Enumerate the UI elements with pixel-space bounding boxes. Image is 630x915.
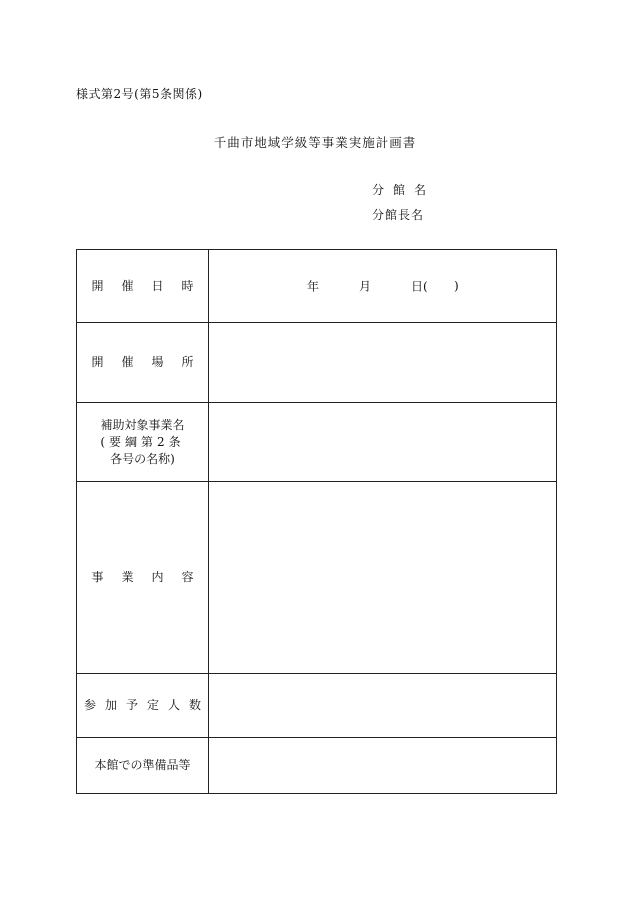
project-name-label-line-1: 補助対象事業名 bbox=[100, 417, 185, 432]
venue-field[interactable] bbox=[209, 323, 557, 403]
expected-participants-label: 参加予定人数 bbox=[83, 698, 210, 712]
main-hall-supplies-label: 本館での準備品等 bbox=[94, 758, 191, 772]
plan-table bbox=[76, 249, 557, 794]
label-cell bbox=[77, 674, 209, 738]
expected-participants-field[interactable] bbox=[209, 674, 557, 738]
project-content-label: 事業内容 bbox=[91, 570, 212, 584]
row-venue bbox=[77, 323, 557, 403]
month-marker: 月 bbox=[359, 279, 372, 294]
form-number: 様式第2号(第5条関係) bbox=[76, 87, 203, 101]
subsidized-project-field[interactable] bbox=[209, 403, 557, 482]
project-content-field[interactable] bbox=[209, 482, 557, 674]
branch-name-label: 分館名 bbox=[372, 183, 436, 197]
venue-label: 開催場所 bbox=[91, 355, 212, 369]
document-title: 千曲市地域学級等事業実施計画書 bbox=[213, 135, 417, 150]
weekday-close-paren: ) bbox=[454, 279, 459, 293]
label-cell bbox=[77, 482, 212, 674]
day-marker: 日( bbox=[411, 279, 428, 294]
date-time-field[interactable] bbox=[209, 250, 557, 323]
main-hall-supplies-field[interactable] bbox=[209, 738, 557, 794]
year-marker: 年 bbox=[307, 279, 320, 294]
branch-head-label: 分館長名 bbox=[372, 208, 425, 222]
label-cell bbox=[77, 403, 209, 482]
row-expected-participants bbox=[77, 674, 557, 738]
project-name-label-line-2: (要綱第2条 bbox=[100, 434, 185, 449]
row-subsidized-project bbox=[77, 403, 557, 482]
label-cell bbox=[77, 738, 209, 794]
project-name-label-line-3: 各号の名称) bbox=[110, 451, 175, 466]
row-project-content bbox=[77, 482, 557, 674]
row-main-hall-supplies bbox=[77, 738, 557, 794]
row-date-time bbox=[77, 250, 557, 323]
signature-block bbox=[372, 180, 435, 230]
label-cell bbox=[77, 250, 212, 323]
date-time-label: 開催日時 bbox=[91, 278, 212, 293]
label-cell bbox=[77, 323, 212, 403]
